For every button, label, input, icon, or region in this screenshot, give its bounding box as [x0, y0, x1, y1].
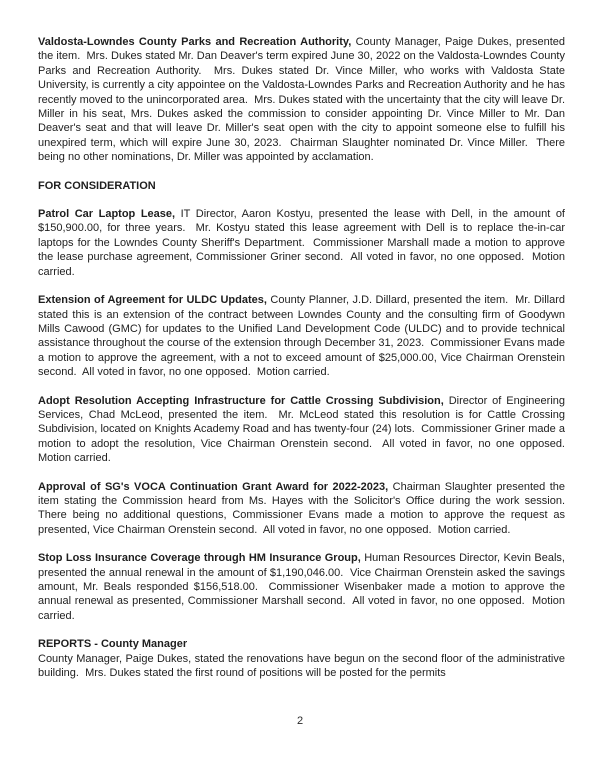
paragraph-lead-cattle-crossing-resolution: Adopt Resolution Accepting Infrastructure for Cattle Crossing Subdivision, — [38, 394, 444, 407]
paragraph-body-county-manager-report: County Manager, Paige Dukes, stated the renovations have begun on the second floor of the administrative building. Mrs. Dukes stated the first round of positions will be posted for the permits — [38, 652, 569, 680]
paragraph-parks-authority-appointment — [38, 35, 569, 165]
paragraph-body-stop-loss-insurance: Human Resources Director, Kevin Beals, presented the annual renewal in the amount of $1,190,046.00. Vice Chairman Orenstein asked the savings amount, Mr. Beals responded $156,518.00. Commissioner Wisenbaker made a motion to approve the annual renewal as presented, Commissioner Marshall second. All voted in favor, no one opposed. Motion carried. — [38, 552, 569, 622]
paragraph-lead-parks-authority: Valdosta-Lowndes County Parks and Recreation Authority, — [38, 36, 352, 48]
paragraph-uldc-agreement-extension — [38, 293, 569, 379]
paragraph-body-patrol-car-laptop-lease: IT Director, Aaron Kostyu, presented the lease with Dell, in the amount of $150,900.00, for three years. Mr. Kostyu stated this lease agreement with Dell is to replace the-in-car laptops for the Lowndes County Sheriff's Department. Commissioner Marshall made a motion to approve the lease purchase agreement, Commissioner Griner second. All voted in favor, no one opposed. Motion carried. — [38, 208, 569, 278]
paragraph-body-cattle-crossing-resolution: Director of Engineering Services, Chad McLeod, presented the item. Mr. McLeod stated this resolution is for Cattle Crossing Subdivision, located on Knights Academy Road and has twenty-four (24) lots. Commissioner Griner made a motion to adopt the resolution, Vice Chairman Orenstein second. All voted in favor, no one opposed. Motion carried. — [38, 394, 572, 465]
heading-for-consideration: FOR CONSIDERATION — [38, 179, 156, 192]
heading-reports-county-manager: REPORTS - County Manager — [38, 638, 188, 651]
page-number: 2 — [296, 715, 304, 727]
paragraph-cattle-crossing-resolution — [38, 394, 572, 466]
paragraph-lead-voca-grant-award: Approval of SG's VOCA Continuation Grant Award for 2022-2023, — [38, 480, 389, 493]
paragraph-stop-loss-insurance — [38, 551, 569, 623]
paragraph-patrol-car-laptop-lease — [38, 207, 569, 279]
paragraph-voca-grant-award — [38, 480, 572, 538]
paragraph-lead-patrol-car-laptop-lease: Patrol Car Laptop Lease, — [38, 208, 176, 221]
paragraph-body-uldc-agreement-extension: County Planner, J.D. Dillard, presented the item. Mr. Dillard stated this is an extension of the contract between Lowndes County and the consulting firm of Goodywn Mills Cawood (GMC) for updates to the Unified Land Development Code (ULDC) and to provide technical assistance throughout the course of the extension through December 31, 2023. Commissioner Evans made a motion to approve the agreement, with a not to exceed amount of $25,000.00, Vice Chairman Orenstein second. All voted in favor, no one opposed. Motion carried. — [38, 294, 569, 379]
paragraph-body-voca-grant-award: Chairman Slaughter presented the item stating the Commission heard from Ms. Hayes with the Solicitor's Office during the work session. There being no additional questions, Commissioner Evans made a motion to approve the request as presented, Vice Chairman Orenstein second. All voted in favor, no one opposed. Motion carried. — [38, 480, 572, 536]
paragraph-county-manager-report — [38, 652, 569, 681]
paragraph-body-parks-authority: County Manager, Paige Dukes, presented the item. Mrs. Dukes stated Mr. Dan Deaver's term expired June 30, 2022 on the Valdosta-Lowndes County Parks and Recreation Authority. Mrs. Dukes stated Dr. Vince Miller, who works with Valdosta State University, is currently a city appointee on the Valdosta-Lowndes Parks and Recreation Authority and he has recently moved to the unincorporated area. Mrs. Dukes stated with the uncertainty that the city will leave Dr. Miller in his seat, Mrs. Dukes asked the commission to consider appointing Dr. Vince Miller to Mr. Dan Deaver's seat and that will leave Dr. Miller's seat open with the city to appoint someone else to fulfill his unexpired term, which will expire June 30, 2023. Chairman Slaughter nominated Dr. Vince Miller. There being no other nominations, Dr. Miller was appointed by acclamation. — [38, 36, 569, 164]
paragraph-lead-uldc-agreement-extension: Extension of Agreement for ULDC Updates, — [38, 294, 267, 307]
paragraph-lead-stop-loss-insurance: Stop Loss Insurance Coverage through HM Insurance Group, — [38, 552, 361, 565]
